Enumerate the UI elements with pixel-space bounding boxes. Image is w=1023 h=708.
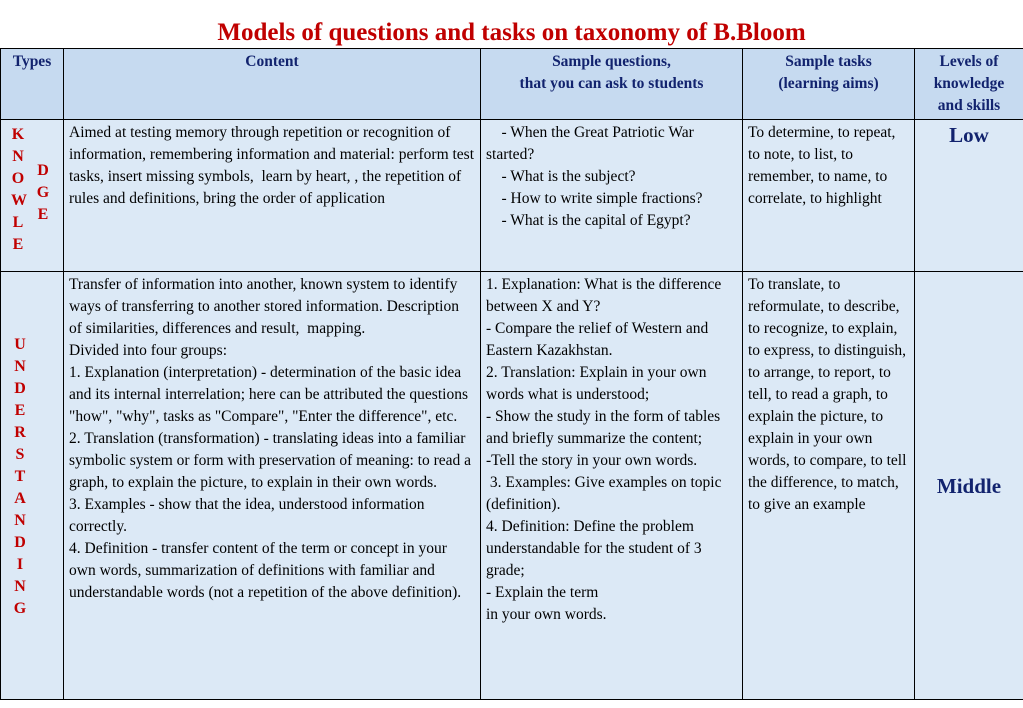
level-cell-understanding — [915, 272, 1023, 700]
content-text: Transfer of information into another, known system to identify ways of transferring to another stored information. Description of similarities, differences and result, mapping. Divided into four groups: 1. Explanation (interpretation) - determination of the basic idea and its internal interrelation; here can be attributed the questions "how", "why", tasks as "Compare", "Enter the difference", etc. 2. Translation (transformation) - translating ideas into a familiar symbolic system or form with preservation of meaning: to read a graph, to explain the picture, to explain in their own words. 3. Examples - show that the idea, understood information correctly. 4. Definition - transfer content of the term or concept in your own words, summarization of definitions with familiar and understandable words (not a repetition of the above definition). — [69, 276, 472, 601]
header-types: Types — [1, 49, 64, 120]
content-text: Aimed at testing memory through repetition or recognition of information, remembering information and material: perform test tasks, insert missing symbols, learn by heart, , the repetition of rules and definitions, bring the order of application — [69, 124, 478, 207]
header-questions-line1: Sample questions, — [552, 53, 671, 70]
tasks-cell-understanding — [743, 272, 915, 700]
tasks-text: To determine, to repeat, to note, to list, to remember, to name, to correlate, to highlight — [748, 124, 900, 207]
level-cell-knowledge — [915, 120, 1023, 272]
table-row-knowledge — [1, 120, 1023, 272]
questions-cell-knowledge — [481, 120, 743, 272]
header-tasks-line1: Sample tasks — [785, 53, 872, 70]
type-cell-understanding — [1, 272, 64, 700]
table-header-row — [1, 49, 1023, 120]
content-cell-knowledge — [64, 120, 481, 272]
tasks-cell-knowledge — [743, 120, 915, 272]
level-label-low: Low — [949, 123, 989, 147]
table-row-understanding — [1, 272, 1023, 700]
header-questions-line2: that you can ask to students — [519, 75, 704, 92]
type-label-understanding: U N D E R S T A N D I N G — [13, 336, 27, 617]
header-levels: Levels of knowledge and skills — [915, 49, 1023, 120]
type-cell-knowledge — [1, 120, 64, 272]
header-tasks-line2: (learning aims) — [778, 75, 879, 92]
taxonomy-table — [0, 48, 1023, 700]
questions-text: - When the Great Patriotic War started? - What is the subject? - How to write simple fractions? - What is the capital of Egypt? — [486, 124, 703, 229]
page-title: Models of questions and tasks on taxonomy of B.Bloom — [217, 19, 806, 46]
type-label-knowledge-col1: K N O W L E — [11, 126, 27, 253]
tasks-text: To translate, to reformulate, to describe, to recognize, to explain, to express, to distinguish, to arrange, to report, to tell, to read a graph, to explain the picture, to explain in your own words, to compare, to tell the difference, to match, to give an example — [748, 276, 911, 513]
type-label-knowledge-col2: D G E — [36, 162, 50, 223]
content-cell-understanding — [64, 272, 481, 700]
questions-text: 1. Explanation: What is the difference between X and Y? - Compare the relief of Western and Eastern Kazakhstan. 2. Translation: Explain in your own words what is understood; - Show the study in the form of tables and briefly summarize the content; -Tell the story in your own words. 3. Examples: Give examples on topic (definition). 4. Definition: Define the problem understandable for the student of 3 grade; - Explain the term in your own words. — [486, 276, 722, 623]
header-content: Content — [64, 49, 481, 120]
questions-cell-understanding — [481, 272, 743, 700]
header-sample-tasks — [743, 49, 915, 120]
header-sample-questions — [481, 49, 743, 120]
level-label-middle: Middle — [936, 473, 1002, 498]
